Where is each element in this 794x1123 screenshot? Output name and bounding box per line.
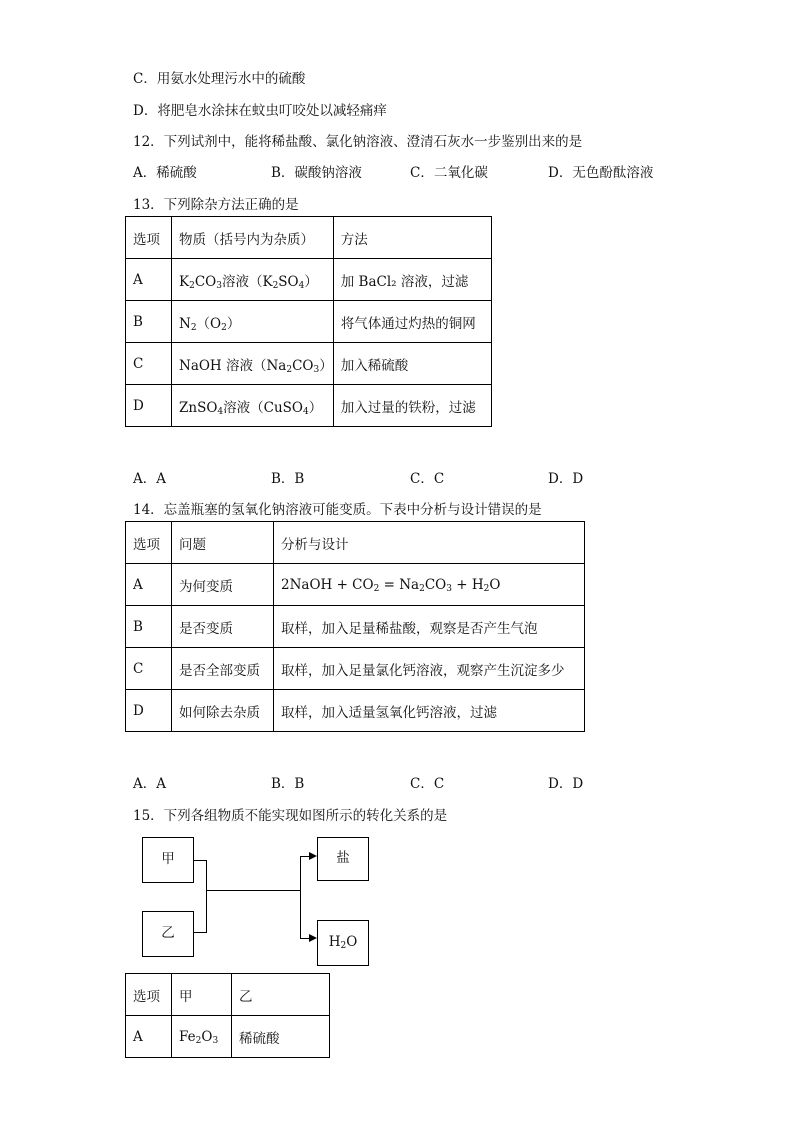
q13-table [125,216,492,427]
table-row [126,1016,330,1058]
box-yi: 乙 [142,911,194,957]
connector-line [193,860,206,861]
q15-stem: 15．下列各组物质不能实现如图所示的转化关系的是 [133,808,448,824]
option-cell: A [126,259,172,301]
substance-cell: ZnSO$_4$溶液（CuSO$_4$） [172,385,334,427]
design-cell: 取样，加入适量氢氧化钙溶液，过滤 [274,690,585,732]
q12-option-b[interactable]: B．碳酸钠溶液 [271,165,362,181]
header-cell: 甲 [172,974,232,1016]
option-cell: C [126,648,172,690]
design-cell: 2NaOH + $CO_2 = Na_2CO_3 + H_2O$ [274,564,585,606]
table-row [126,606,585,648]
jia-cell: $Fe_2O_3$ [172,1016,232,1058]
q15-table [125,973,330,1058]
q14-table [125,521,585,732]
q14-option-b[interactable]: B．B [271,776,305,792]
box-salt: 盐 [317,837,369,881]
q14-option-c[interactable]: C．C [410,776,445,792]
option-cell: A [126,1016,172,1058]
q13-option-c[interactable]: C．C [410,471,445,487]
header-cell: 问题 [172,522,274,564]
problem-cell: 是否全部变质 [172,648,274,690]
arrow-head-icon [309,934,317,942]
q12-option-d[interactable]: D．无色酚酞溶液 [548,165,654,181]
q14-option-d[interactable]: D．D [548,776,584,792]
option-cell: C [126,343,172,385]
arrow-head-icon [309,852,317,860]
q14-options [133,772,693,792]
option-cell: B [126,606,172,648]
q12-option-c[interactable]: C．二氧化碳 [410,165,488,181]
table-header-row [126,974,330,1016]
table-row [126,564,585,606]
problem-cell: 是否变质 [172,606,274,648]
q13-option-d[interactable]: D．D [548,471,584,487]
header-cell: 分析与设计 [274,522,585,564]
q13-option-b[interactable]: B．B [271,471,305,487]
table-row [126,690,585,732]
design-cell: 取样，加入足量氯化钙溶液，观察产生沉淀多少 [274,648,585,690]
q13-option-a[interactable]: A．A [133,471,166,487]
method-cell: 加入过量的铁粉，过滤 [333,385,491,427]
option-cell: D [126,690,172,732]
header-cell: 物质（括号内为杂质） [172,217,334,259]
connector-line [206,860,207,933]
option-cell: D [126,385,172,427]
q12-options [133,161,693,181]
substance-cell: NaOH 溶液$(Na_2CO_3)$ [172,343,334,385]
design-cell: 取样，加入足量稀盐酸，观察是否产生气泡 [274,606,585,648]
q12-option-a[interactable]: A．稀硫酸 [133,165,197,181]
substance-cell: $K_2CO_3$溶液$(K_2SO_4)$ [172,259,334,301]
connector-line [206,890,301,891]
connector-line [300,938,309,939]
q14-option-a[interactable]: A．A [133,776,166,792]
q13-options [133,467,693,487]
option-cell: B [126,301,172,343]
q11-option-c: C．用氨水处理污水中的硫酸 [133,71,306,87]
table-row [126,385,492,427]
problem-cell: 如何除去杂质 [172,690,274,732]
connector-line [193,932,206,933]
table-row [126,648,585,690]
method-cell: 将气体通过灼热的铜网 [333,301,491,343]
connector-line [300,856,301,939]
q14-stem: 14．忘盖瓶塞的氢氧化钠溶液可能变质。下表中分析与设计错误的是 [133,502,542,518]
problem-cell: 为何变质 [172,564,274,606]
connector-line [300,856,309,857]
table-header-row [126,217,492,259]
box-water: $H_2O$ [317,920,369,966]
substance-cell: $N_2(O_2)$ [172,301,334,343]
header-cell: 乙 [232,974,330,1016]
q13-stem: 13．下列除杂方法正确的是 [133,197,299,213]
table-row [126,259,492,301]
yi-cell: 稀硫酸 [232,1016,330,1058]
header-cell: 方法 [333,217,491,259]
table-row [126,343,492,385]
header-cell: 选项 [126,522,172,564]
option-cell: A [126,564,172,606]
table-header-row [126,522,585,564]
box-jia: 甲 [142,837,194,883]
q12-stem: 12．下列试剂中，能将稀盐酸、氯化钠溶液、澄清石灰水一步鉴别出来的是 [133,134,583,150]
q11-option-d: D．将肥皂水涂抹在蚊虫叮咬处以减轻痛痒 [133,103,387,119]
header-cell: 选项 [126,217,172,259]
method-cell: 加入稀硫酸 [333,343,491,385]
method-cell: 加 BaCl₂ 溶液，过滤 [333,259,491,301]
header-cell: 选项 [126,974,172,1016]
table-row [126,301,492,343]
